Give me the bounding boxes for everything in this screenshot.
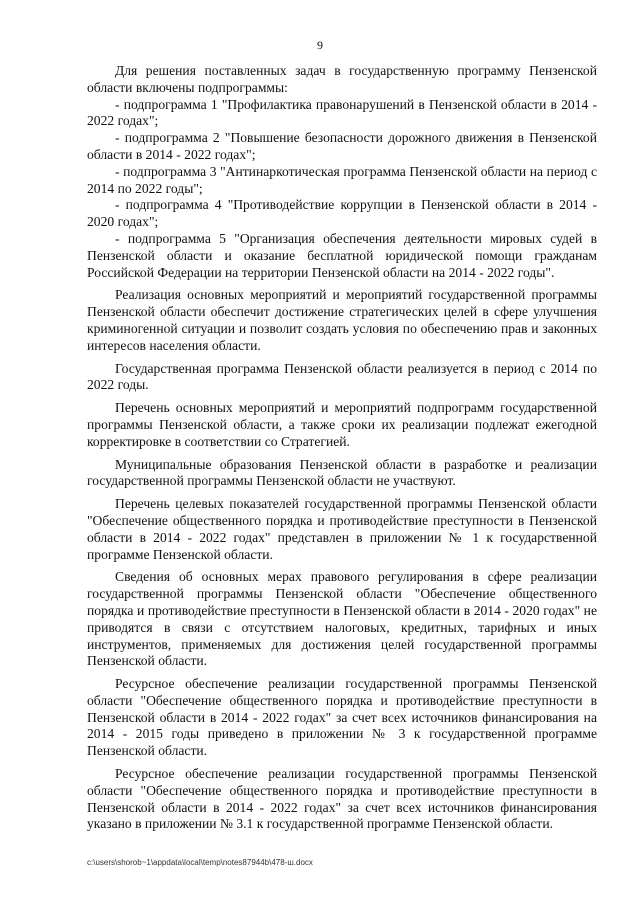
paragraph-implementation: Реализация основных мероприятий и мероприятий государственной программы Пензенской области обеспечит достижение стратегических целей в сфере улучшения криминогенной ситуации и позволит создать условия по обеспечению прав и законных интересов населения области.: [87, 287, 597, 353]
paragraph-resources-appendix-3: Ресурсное обеспечение реализации государственной программы Пензенской области "Обеспечение общественного порядка и противодействие преступности в Пензенской области в 2014 - 2022 годах" за счет всех источников финансирования на 2014 - 2015 годы приведено в приложении № 3 к государственной программе Пензенской области.: [87, 676, 597, 759]
list-item-subprogram-3: - подпрограмма 3 "Антинаркотическая программа Пензенской области на период с 2014 по 2022 годы";: [87, 163, 597, 196]
paragraph-measures-list: Перечень основных мероприятий и мероприятий подпрограмм государственной программы Пензенской области, а также сроки их реализации подлежат ежегодной корректировке в соответствии со Стратегией.: [87, 400, 597, 449]
paragraph-intro: Для решения поставленных задач в государственную программу Пензенской области включены подпрограммы:: [87, 63, 597, 95]
list-item-subprogram-5: - подпрограмма 5 "Организация обеспечения деятельности мировых судей в Пензенской области и оказание бесплатной юридической помощи гражданам Российской Федерации на территории Пензенской области на 2014 - 2022 годы".: [87, 230, 597, 280]
document-body: [87, 63, 597, 839]
paragraph-legal-regulation: Сведения об основных мерах правового регулирования в сфере реализации государственной программы Пензенской области "Обеспечение общественного порядка и противодействие преступности в Пензенской области в 2014 - 2020 годах" не приводятся в связи с отсутствием налоговых, кредитных, тарифных и иных инструментов, применяемых для достижения целей государственной программы Пензенской области.: [87, 569, 597, 669]
footer-file-path: c:\users\shorob~1\appdata\local\temp\notes87944b\478-ш.docx: [87, 858, 313, 867]
paragraph-resources-appendix-3-1: Ресурсное обеспечение реализации государственной программы Пензенской области "Обеспечение общественного порядка и противодействие преступности в Пензенской области в 2014 - 2022 годах" за счет всех источников финансирования указано в приложении № 3.1 к государственной программе Пензенской области.: [87, 766, 597, 832]
list-item-subprogram-2: - подпрограмма 2 "Повышение безопасности дорожного движения в Пензенской области в 2014 - 2022 годах";: [87, 130, 597, 162]
paragraph-period: Государственная программа Пензенской области реализуется в период с 2014 по 2022 годы.: [87, 360, 597, 393]
paragraph-municipalities: Муниципальные образования Пензенской области в разработке и реализации государственной программы Пензенской области не участвуют.: [87, 456, 597, 489]
page-number: 9: [317, 38, 323, 52]
list-item-subprogram-4: - подпрограмма 4 "Противодействие коррупции в Пензенской области в 2014 - 2020 годах";: [87, 197, 597, 230]
list-item-subprogram-1: - подпрограмма 1 "Профилактика правонарушений в Пензенской области в 2014 - 2022 годах";: [87, 96, 597, 129]
paragraph-target-indicators: Перечень целевых показателей государственной программы Пензенской области "Обеспечение общественного порядка и противодействие преступности в Пензенской области в 2014 - 2022 годах" представлен в приложении № 1 к государственной программе Пензенской области.: [87, 496, 597, 562]
